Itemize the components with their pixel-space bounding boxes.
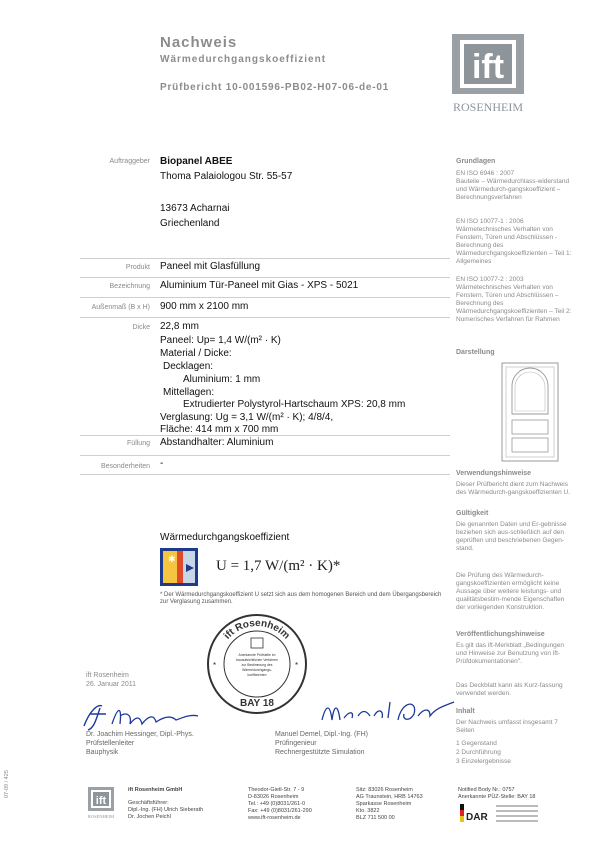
produkt-value: Paneel mit Glasfüllung (160, 261, 261, 272)
divider (80, 297, 450, 298)
footer-notified-body: Notified Body Nr.: 0757 (458, 787, 515, 793)
inhalt-item-2: 2 Durchführung (456, 749, 501, 756)
standard-1: EN ISO 6946 : 2007 (456, 170, 515, 177)
gueltigkeit-text-1: Die genannten Daten und Er-gebnisse beziehen sich aus-schließlich auf den geprüften und beschriebenen Gegen-stand. (456, 521, 567, 552)
footer-web[interactable]: www.ift-rosenheim.de (248, 815, 301, 821)
footer-seat: Sitz: 83026 Rosenheim (356, 787, 413, 793)
svg-text:zur Bestimmung des: zur Bestimmung des (241, 663, 273, 667)
signer-left-name: Dr. Joachim Hessinger, Dipl.-Phys. (86, 731, 194, 738)
svg-text:ROSENHEIM: ROSENHEIM (452, 100, 524, 114)
footer-tel: Tel.: +49 (0)8031/261-0 (248, 801, 306, 807)
fuellung-label: Füllung (127, 440, 150, 447)
svg-text:ROSENHEIM: ROSENHEIM (88, 814, 114, 819)
dakks-logo (460, 802, 540, 824)
besonderheiten-label: Besonderheiten (100, 463, 150, 470)
divider (80, 474, 450, 475)
svg-text:Anerkannte Prüfstelle im: Anerkannte Prüfstelle im (238, 653, 276, 657)
standard-3-desc: Wärmetechnisches Verhalten von Fenstern, Türen und Abschlüssen – Berechnung des Wärmedurchgangskoeffizienten – Teil 2: Numerisches Verfahren für Rahmen (456, 284, 572, 323)
standard-2-desc: Wärmetechnisches Verhalten von Fenstern, Türen und Abschlüssen - Berechnung des Wärmedurchgangskoeffizienten – Teil 1: Allgemeines (456, 226, 572, 265)
page-title: Nachweis (160, 34, 238, 51)
aussenmass-value: 900 mm x 2100 mm (160, 301, 249, 312)
u-value: U = 1,7 W/(m² · K)* (216, 558, 341, 574)
footer-gf-1: Dipl.-Ing. (FH) Ulrich Sieberath (128, 807, 204, 813)
divider (80, 317, 450, 318)
thermal-icon (160, 548, 198, 586)
signer-left-role: Prüfstellenleiter (86, 740, 135, 747)
xps-line: Extrudierter Polystyrol-Hartschaum XPS: 20,8 mm (183, 399, 406, 410)
standard-1-desc: Bauteile – Wärmedurchlass-widerstand und Wärmedurch-gangskoeffizient – Berechnungsverfahren (456, 178, 570, 201)
verwendung-text: Dieser Prüfbericht dient zum Nachweis des Wärmedurch-gangskoeffizienten U. (456, 481, 571, 496)
verglasung-line: Verglasung: Ug = 3,1 W/(m² · K); 4/8/4, (160, 412, 334, 423)
client-street: Thoma Palaiologou Str. 55-57 (160, 171, 293, 182)
svg-text:✱: ✱ (168, 555, 176, 565)
footer-gf-label: Geschäftsführer: (128, 800, 169, 806)
inhalt-text: Der Nachweis umfasst insgesamt 7 Seiten (456, 719, 558, 734)
signer-right-dept: Rechnergestützte Simulation (275, 749, 365, 756)
footer-blz: BLZ 711 500 00 (356, 815, 395, 821)
standard-2: EN ISO 10077-1 : 2006 (456, 218, 524, 225)
footer-account: Kto. 3822 (356, 808, 380, 814)
sidebar-verwendung-heading: Verwendungshinweise (456, 470, 532, 477)
veroeff-text-1: Es gilt das ift-Merkblatt „Bedingungen und Hinweise zur Benutzung von ift-Prüfdokumentationen". (456, 642, 565, 665)
footer-street: Theodor-Gietl-Str. 7 - 9 (248, 787, 305, 793)
signer-right-role: Prüfingenieur (275, 740, 317, 747)
abstandhalter-line: Abstandhalter: Aluminium (160, 437, 274, 448)
footer-puz: Anerkannte PÜZ-Stelle: BAY 18 (458, 794, 536, 800)
report-number: Prüfbericht 10-001596-PB02-H07-06-de-01 (160, 82, 390, 93)
gueltigkeit-text-2: Die Prüfung des Wärmedurch-gangskoeffizienten ermöglicht keine Aussage über weitere leistungs- und qualitätsbestim-mende Eigenschaften der vorliegenden Konstruktion. (456, 572, 565, 611)
door-drawing (500, 362, 560, 462)
signoff-date: 26. Januar 2011 (86, 681, 137, 688)
svg-text:*: * (213, 661, 217, 670)
decklagen-line: Decklagen: (163, 361, 214, 372)
svg-text:ift: ift (471, 48, 505, 86)
sidebar-veroeff-heading: Veröffentlichungshinweise (456, 631, 545, 638)
divider (80, 455, 450, 456)
signature-right (318, 696, 458, 731)
footer-bank: Sparkasse Rosenheim (356, 801, 412, 807)
dicke-value: 22,8 mm (160, 321, 199, 332)
sidebar-darstellung-heading: Darstellung (456, 349, 495, 356)
svg-text:*: * (295, 661, 299, 670)
divider (80, 277, 450, 278)
material-line: Material / Dicke: (160, 348, 232, 359)
ift-logo (452, 34, 524, 118)
flaeche-line: Fläche: 414 mm x 700 mm (160, 424, 279, 435)
approval-stamp (205, 612, 309, 716)
sidebar-gueltigkeit-heading: Gültigkeit (456, 510, 489, 517)
mittellagen-line: Mittellagen: (163, 387, 215, 398)
sidebar-grundlagen-heading: Grundlagen (456, 158, 496, 165)
footer-register: AG Traunstein, HRB 14763 (356, 794, 423, 800)
inhalt-item-3: 3 Einzelergebnisse (456, 758, 511, 765)
svg-text:ift: ift (95, 795, 107, 807)
aussenmass-label: Außenmaß (B x H) (91, 304, 150, 311)
footer-ift-logo (88, 787, 114, 821)
svg-text:BAY 18: BAY 18 (240, 698, 274, 709)
client-city: 13673 Acharnai (160, 203, 230, 214)
produkt-label: Produkt (125, 264, 150, 271)
paneel-line: Paneel: Up= 1,4 W/(m² · K) (160, 335, 281, 346)
footer-gf-2: Dr. Jochen Peichl (128, 814, 171, 820)
page-subtitle: Wärmedurchgangskoeffizient (160, 54, 327, 65)
divider (80, 258, 450, 259)
result-footnote: * Der Wärmedurchgangskoeffizient U setzt sich aus dem homogenen Bereich und dem Übergangsbereich zur Verglasung zusammen. (160, 592, 442, 605)
signer-left-dept: Bauphysik (86, 749, 119, 756)
footer-fax: Fax: +49 (0)8031/261-290 (248, 808, 312, 814)
sidebar-inhalt-heading: Inhalt (456, 708, 475, 715)
client-name: Biopanel ABEE (160, 156, 233, 167)
bezeichnung-label: Bezeichnung (109, 283, 150, 290)
divider (80, 435, 450, 436)
aluminium-line: Aluminium: 1 mm (183, 374, 261, 385)
signoff-org: ift Rosenheim (86, 672, 129, 679)
footer-company: ift Rosenheim GmbH (128, 787, 183, 793)
bezeichnung-value: Aluminium Tür-Paneel mit Gias - XPS - 5021 (160, 280, 359, 291)
svg-text:bauaufsichtlichen Verfahren: bauaufsichtlichen Verfahren (236, 658, 278, 662)
veroeff-text-2: Das Deckblatt kann als Kurz-fassung verwendet werden. (456, 682, 563, 697)
svg-text:koeffizienten: koeffizienten (247, 673, 267, 677)
besonderheiten-value: - (160, 458, 164, 469)
svg-text:ift Rosenheim: ift Rosenheim (221, 617, 292, 642)
inhalt-item-1: 1 Gegenstand (456, 740, 497, 747)
signer-right-name: Manuel Demel, Dipl.-Ing. (FH) (275, 731, 368, 738)
standard-3: EN ISO 10077-2 : 2003 (456, 276, 524, 283)
footer-city: D-83026 Rosenheim (248, 794, 299, 800)
form-code: 07-09 / 425 (4, 770, 10, 798)
client-country: Griechenland (160, 218, 220, 229)
svg-text:Wärmedurchgangs-: Wärmedurchgangs- (242, 668, 272, 672)
result-heading: Wärmedurchgangskoeffizient (160, 532, 290, 543)
auftraggeber-label: Auftraggeber (109, 158, 150, 165)
svg-text:DAR: DAR (466, 812, 488, 823)
dicke-label: Dicke (132, 324, 150, 331)
